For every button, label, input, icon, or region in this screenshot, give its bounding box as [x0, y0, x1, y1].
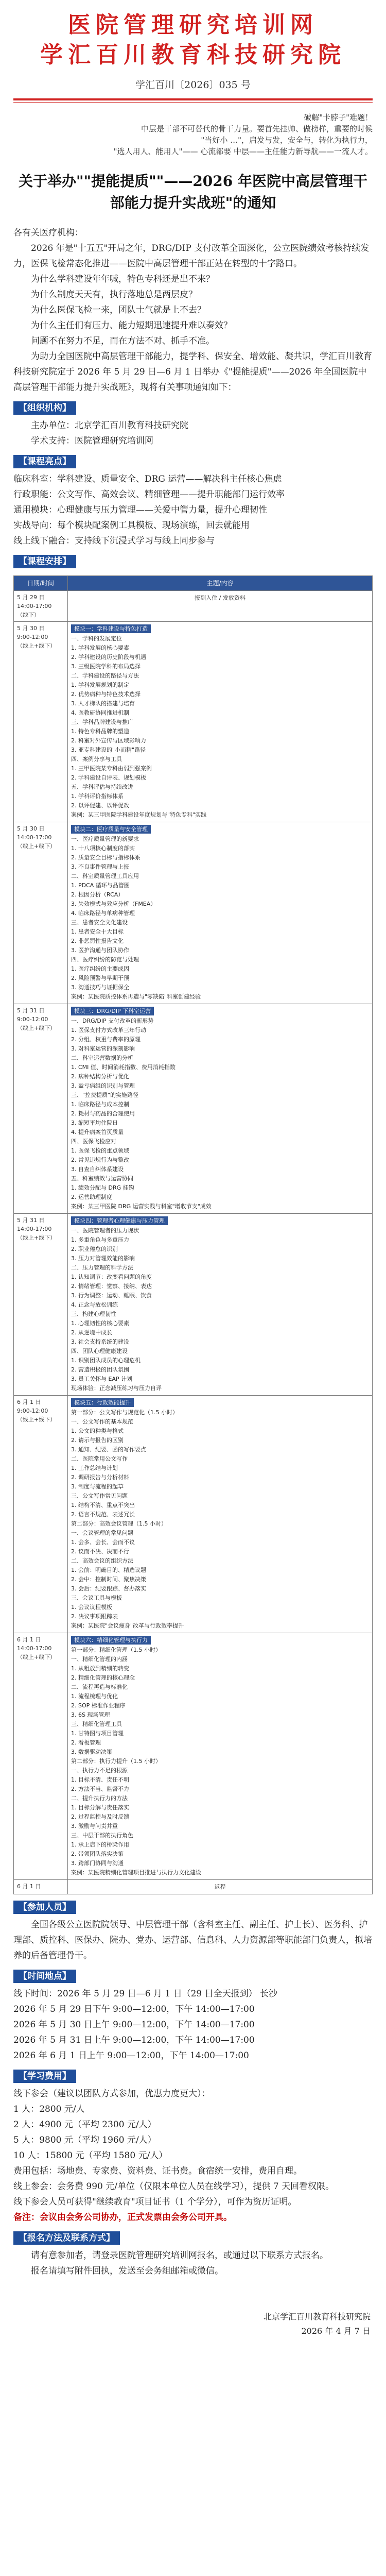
time-item: 2026 年 5 月 30 日上午 9:00—12:00，下午 14:00—17:00 — [13, 2020, 255, 2030]
schedule-time-text: 14:00-17:00 — [17, 834, 52, 841]
schedule-item: 五、学科评估与持续改进 — [71, 784, 133, 790]
schedule-content-cell — [68, 622, 373, 822]
schedule-row — [14, 1880, 373, 1894]
schedule-item: 1. 学科发展规划的制定 — [71, 682, 129, 688]
schedule-item: 2. SOP 标准作业程序 — [71, 1702, 126, 1709]
schedule-item: 2. 营造积极的团队氛围 — [71, 1366, 129, 1373]
schedule-item: 3. 沟通技巧与证据保全 — [71, 984, 129, 991]
schedule-item: 返程 — [214, 1884, 226, 1890]
fee-item: 费用包括：场地费、专家费、资料费、证书费。食宿统一安排，费用自理。 — [13, 2166, 302, 2176]
red-divider — [13, 98, 373, 100]
schedule-item: 三、精细化管理工具 — [71, 1721, 122, 1727]
thin-divider — [13, 102, 373, 103]
schedule-item: 一、精细化管理的内涵 — [71, 1656, 128, 1663]
schedule-item: 案例：某三甲医院学科建设年度规划与"特色专科"实践 — [71, 811, 207, 818]
time-item: 2026 年 5 月 31 日上午 9:00—12:00，下午 14:00—17:00 — [13, 2035, 255, 2045]
schedule-item: 案例：某医院精细化管理项目推进与执行力文化建设 — [71, 1869, 201, 1876]
schedule-item: 五、科室绩效与运营协同 — [71, 1175, 133, 1182]
signature-date: 2026 年 4 月 7 日 — [301, 2326, 371, 2336]
time-item: 2026 年 5 月 29 日下午 9:00—12:00，下午 14:00—17:00 — [13, 2004, 255, 2014]
fee-item: 线下参会人员可获得"继续教育"项目证书（1 个学分），可作为资历证明。 — [13, 2197, 297, 2207]
schedule-time-text: （线上+线下） — [17, 1416, 56, 1423]
schedule-item: 1. 医保飞检的重点领域 — [71, 1147, 129, 1154]
schedule-item: 2. 风险预警与早期干预 — [71, 975, 129, 981]
schedule-time-text: 9:00-12:00 — [17, 634, 48, 640]
schedule-time-cell — [14, 1880, 68, 1894]
schedule-time-cell — [14, 822, 68, 1004]
schedule-time-text: （线上+线下） — [17, 843, 56, 850]
schedule-module-title: 模块六：精细化管理与执行力 — [71, 1636, 151, 1645]
highlight-item: 实战导向：每个模块配案例工具模板、现场演练，回去就能用 — [13, 520, 250, 531]
masthead-org-line2: 学汇百川教育科技研究院 — [40, 42, 346, 68]
schedule-row — [14, 622, 373, 822]
schedule-time-text: 6 月 1 日 — [17, 1399, 41, 1405]
section-heading-notes: 【报名方法及联系方式】 — [13, 2231, 120, 2245]
schedule-time-cell — [14, 622, 68, 822]
schedule-time-text: （线上+线下） — [17, 1234, 56, 1241]
schedule-item: 1. 目标分解与责任落实 — [71, 1804, 129, 1811]
schedule-item: 2. 议而不决、决而不行 — [71, 1548, 129, 1555]
schedule-item: 2. 耗材与药品的合理使用 — [71, 1110, 135, 1117]
schedule-module-title: 模块一：学科建设与特色打造 — [71, 624, 151, 633]
section-heading-participants: 【参加人员】 — [13, 1901, 76, 1914]
schedule-item: 3. 人才梯队的搭建与培育 — [71, 700, 135, 707]
schedule-item: 第二部分：执行力提升（1.5 小时） — [71, 1758, 161, 1765]
schedule-time-text: （线下） — [17, 612, 40, 618]
schedule-item: 第一部分：精细化管理（1.5 小时） — [71, 1647, 161, 1653]
intro-question: 为什么学科建设年年喊，特色专科还是出不来？ — [31, 274, 215, 284]
schedule-time-text: 6 月 1 日 — [17, 1883, 41, 1890]
schedule-item: 第二部分：高效会议管理（1.5 小时） — [71, 1520, 167, 1527]
schedule-item: 三、患者安全文化建设 — [71, 919, 128, 926]
slogan-line: "选人用人、能用人"—— 心流都要 中层——主任能力新导航——一流人才。 — [113, 147, 373, 156]
schedule-item: 案例：某医院"会议瘦身"改革与行政效率提升 — [71, 1622, 184, 1629]
schedule-row — [14, 1214, 373, 1396]
slogan-line: "当好小 …"，启发与发，安全与，转化为执行力， — [201, 135, 373, 145]
schedule-item: 3. 压力对管理效能的影响 — [71, 1255, 135, 1262]
schedule-item: 3. 跨部门协同与沟通 — [71, 1860, 124, 1867]
schedule-item: 4. 临床路径与单病种管理 — [71, 910, 135, 917]
schedule-item: 第一部分：公文写作与规范化（1.5 小时） — [71, 1409, 178, 1416]
schedule-module-title: 模块二：医疗质量与安全管理 — [71, 825, 151, 834]
schedule-item: 3. 社会支持系统的建设 — [71, 1338, 129, 1345]
schedule-item: 四、案例分享与工具 — [71, 756, 122, 762]
highlight-item: 线上线下融合：支持线下沉浸式学习与线上同步参与 — [13, 536, 215, 546]
schedule-item: 2. 学科建设自评表、规划模板 — [71, 774, 146, 781]
schedule-item: 4. 医教研协同推进机制 — [71, 709, 129, 716]
schedule-content-cell — [68, 1633, 373, 1880]
highlights-list — [13, 471, 373, 549]
schedule-item: 2. 优势病种与特色技术选择 — [71, 691, 141, 698]
schedule-item: 四、医保飞检应对 — [71, 1138, 116, 1145]
fee-item: 2 人：4900 元（平均 2300 元/人） — [13, 2120, 156, 2130]
schedule-table — [13, 575, 373, 1894]
schedule-module-title: 模块三：DRG/DIP 下科室运营 — [71, 1007, 154, 1015]
section-heading-time: 【时间地点】 — [13, 1970, 76, 1983]
org-host: 主办单位：北京学汇百川教育科技研究院 — [31, 420, 188, 431]
schedule-item: 1. 绩效分配与 DRG 挂钩 — [71, 1184, 134, 1191]
schedule-item: 1. 公文的种类与格式 — [71, 1428, 124, 1434]
schedule-item: 案例：某医院质控体系再造与"零缺陷"科室创建经验 — [71, 993, 201, 1000]
schedule-time-text: 9:00-12:00 — [17, 1016, 48, 1023]
intro-paragraph: 为助力全国医院中高层管理干部能力，提学科、保安全、增效能、凝共识，学汇百川教育科技研究院定于 2026 年 5 月 29 日—6 月 1 日举办《"提能提质"——2026 年全国医院中高层管理干部能力提升实战班》，现将有关事项通知如下： — [13, 351, 372, 393]
schedule-item: 2. 职业倦怠的识别 — [71, 1246, 118, 1252]
schedule-item: 3. 制度与流程的起草 — [71, 1483, 124, 1490]
schedule-header-time: 日期/时间 — [14, 576, 68, 591]
schedule-item: 3. 自查自纠体系建设 — [71, 1166, 124, 1173]
schedule-item: 2. 根因分析（RCA） — [71, 891, 124, 898]
time-item: 2026 年 6 月 1 日上午 9:00—12:00，下午 14:00—17:00 — [13, 2050, 249, 2061]
schedule-item: 3. 员工关怀与 EAP 计划 — [71, 1376, 133, 1382]
schedule-item: 二、医院常用公文写作 — [71, 1455, 128, 1462]
intro-paragraph: 问题不在努力不足，而在方法不对、抓手不准。 — [31, 336, 215, 346]
schedule-module-title: 模块五：行政效能提升 — [71, 1398, 134, 1407]
participants-text: 全国各级公立医院院领导、中层管理干部（含科室主任、副主任、护士长）、医务科、护理部、质控科、医保办、院办、党办、运营部、信息科、人力资源部等职能部门负责人，拟培养的后备管理骨干。 — [13, 1920, 372, 1961]
schedule-item: 一、执行力不足的根源 — [71, 1767, 128, 1774]
schedule-item: 三、学科品牌建设与推广 — [71, 719, 133, 725]
fee-note: 备注：会议由会务公司协办，正式发票由会务公司开具。 — [13, 2212, 232, 2223]
schedule-item: 三、"控费提质"的实施路径 — [71, 1092, 139, 1098]
schedule-item: 三、中层干部的执行角色 — [71, 1832, 133, 1839]
schedule-item: 1. 心理韧性的核心要素 — [71, 1320, 129, 1327]
schedule-item: 3. 缩短平均住院日 — [71, 1120, 118, 1126]
slogan-line: 中层是干部不可替代的骨干力量。要首先挂帅、做榜样，重要的时候 — [141, 124, 373, 133]
masthead-org-line1: 医院管理研究培训网 — [68, 12, 318, 38]
schedule-time-text: 5 月 31 日 — [17, 1217, 45, 1224]
schedule-item: 2. 语言不规范、表述冗长 — [71, 1511, 135, 1518]
schedule-item: 2. 运营助理制度 — [71, 1194, 112, 1200]
schedule-time-text: 14:00-17:00 — [17, 603, 52, 609]
schedule-content-cell — [68, 1396, 373, 1633]
schedule-time-text: 14:00-17:00 — [17, 1226, 52, 1232]
schedule-item: 3. 医护沟通与团队协作 — [71, 947, 129, 954]
schedule-module-title: 模块四：管理者心理健康与压力管理 — [71, 1216, 168, 1225]
slogan-line: 破解"卡脖子"难题！ — [304, 113, 373, 122]
schedule-item: 1. 承上启下的桥梁作用 — [71, 1841, 129, 1848]
schedule-item: 四、团队心理健康建设 — [71, 1348, 128, 1354]
signature-org: 北京学汇百川教育科技研究院 — [263, 2312, 371, 2321]
schedule-item: 2. 科室对外宣传与区域影响力 — [71, 737, 146, 744]
schedule-item: 2. 学科建设的历史阶段与机遇 — [71, 654, 146, 660]
schedule-item: 一、医疗质量管理的新要求 — [71, 836, 139, 842]
schedule-item: 1. 患者安全十大目标 — [71, 928, 124, 935]
schedule-item: 1. 会前：明确目的、精选议题 — [71, 1567, 146, 1573]
section-heading-schedule: 【课程安排】 — [13, 555, 76, 568]
schedule-item: 现场体验：正念减压练习与压力自评 — [71, 1385, 162, 1392]
notes-text: 报名请填写附件回执，发送至会务组邮箱或微信。 — [31, 2266, 223, 2276]
schedule-item: 3. 激励与问责并重 — [71, 1823, 118, 1829]
schedule-content-cell — [68, 1880, 373, 1894]
schedule-item: 2. 决议事项跟踪表 — [71, 1613, 118, 1620]
schedule-item: 二、高效会议的组织方法 — [71, 1557, 133, 1564]
intro-question: 为什么主任们有压力、能力短期迅速提升难以奏效？ — [31, 320, 232, 331]
schedule-item: 一、学科的发展定位 — [71, 635, 122, 642]
schedule-item: 2. 以评促建、以评促改 — [71, 802, 129, 809]
schedule-item: 1. 多重角色与多重压力 — [71, 1236, 129, 1243]
schedule-item: 一、公文写作的基本规范 — [71, 1418, 133, 1425]
schedule-row — [14, 822, 373, 1004]
schedule-item: 3. 数据驱动决策 — [71, 1749, 112, 1755]
schedule-item: 二、提升执行力的方法 — [71, 1795, 128, 1802]
schedule-item: 一、会议管理的常见问题 — [71, 1530, 133, 1536]
schedule-item: 2. 常见违规行为与整改 — [71, 1157, 129, 1163]
schedule-item: 2. 看板管理 — [71, 1739, 101, 1746]
schedule-row — [14, 1004, 373, 1214]
schedule-item: 1. 流程梳理与优化 — [71, 1693, 118, 1700]
schedule-time-cell — [14, 1633, 68, 1880]
schedule-item: 案例：某三甲医院 DRG 运营实践与科室"增收节支"成效 — [71, 1203, 212, 1210]
schedule-item: 3. 6S 现场管理 — [71, 1711, 110, 1718]
schedule-item: 1. 从粗放到精细的转变 — [71, 1665, 129, 1672]
fee-item: 线上参会：会务费 990 元/单位（仅限本单位人员在线学习），提供 7 天回看权限。 — [13, 2181, 335, 2192]
document-number: 学汇百川〔2026〕035 号 — [135, 79, 251, 91]
schedule-time-text: 5 月 31 日 — [17, 1007, 45, 1014]
schedule-item: 1. 会议议程模板 — [71, 1604, 112, 1611]
schedule-item: 2. 情绪管理：觉察、接纳、表达 — [71, 1283, 152, 1290]
schedule-content-cell — [68, 1004, 373, 1214]
schedule-header-content: 主题/内容 — [68, 576, 373, 591]
schedule-item: 2. 调研报告与分析材料 — [71, 1474, 129, 1481]
schedule-item: 1. 医疗纠纷的主要成因 — [71, 965, 129, 972]
schedule-content-cell — [68, 822, 373, 1004]
fee-item: 10 人：15800 元（平均 1580 元/人） — [13, 2150, 168, 2161]
schedule-time-text: （线上+线下） — [17, 1025, 56, 1031]
schedule-item: 三、构建心理韧性 — [71, 1311, 116, 1317]
schedule-item: 2. 带领团队落实决策 — [71, 1851, 124, 1857]
schedule-item: 3. 通知、纪要、函的写作要点 — [71, 1446, 146, 1453]
schedule-item: 1. 甘特图与项目管理 — [71, 1730, 124, 1737]
schedule-item: 1. PDCA 循环与品管圈 — [71, 882, 130, 889]
schedule-item: 二、流程再造与标准化 — [71, 1684, 128, 1690]
schedule-item: 1. 十八项核心制度的落实 — [71, 845, 135, 852]
schedule-item: 3. 会后：纪要跟踪、督办落实 — [71, 1585, 146, 1592]
schedule-time-cell — [14, 1004, 68, 1214]
schedule-content-cell — [68, 1214, 373, 1396]
highlight-item: 通用模块：心理健康与压力管理——关爱中管力量，提升心理韧性 — [13, 505, 267, 515]
schedule-item: 3. 行为调整：运动、睡眠、饮食 — [71, 1292, 152, 1299]
schedule-item: 1. 医保支付方式改革三年行动 — [71, 1027, 146, 1033]
intro-paragraph: 2026 年是"十五五"开局之年，DRG/DIP 支付改革全面深化，公立医院绩效考核持续发力，医保飞检常态化推进——医院中高层管理干部正站在转型的十字路口。 — [13, 243, 370, 269]
schedule-item: 二、学科建设的路径与方法 — [71, 672, 139, 679]
schedule-time-cell — [14, 1214, 68, 1396]
schedule-item: 报到入住 / 发放资料 — [195, 595, 245, 601]
schedule-time-text: 5 月 30 日 — [17, 825, 45, 832]
schedule-item: 3. 亚专科建设的"小而精"路径 — [71, 747, 146, 753]
schedule-item: 1. 特色专科品牌的塑造 — [71, 728, 129, 735]
schedule-item: 2. 质量安全目标与指标体系 — [71, 854, 141, 861]
schedule-item: 3. 不良事件管理与上报 — [71, 863, 129, 870]
schedule-time-text: 6 月 1 日 — [17, 1636, 41, 1643]
schedule-time-text: 5 月 30 日 — [17, 625, 45, 632]
schedule-item: 2. 病种结构分析与优化 — [71, 1073, 129, 1080]
org-support: 学术支持：医院管理研究培训网 — [31, 436, 153, 446]
fee-item: 1 人：2800 元/人 — [13, 2104, 85, 2114]
fee-list — [13, 2086, 373, 2225]
schedule-time-text: 5 月 29 日 — [17, 594, 45, 601]
schedule-item: 四、医疗纠纷的防范与处理 — [71, 956, 139, 963]
fee-item: 5 人：9800 元（平均 1960 元/人） — [13, 2135, 156, 2145]
schedule-item: 一、医院管理者的压力现状 — [71, 1227, 139, 1234]
time-list — [13, 1986, 373, 2063]
schedule-time-text: （线上+线下） — [17, 1654, 56, 1660]
schedule-item: 3. 对科室运营的深刻影响 — [71, 1045, 135, 1052]
schedule-item: 2. 方法不当、监督不力 — [71, 1786, 129, 1792]
schedule-row — [14, 1633, 373, 1880]
schedule-time-cell — [14, 1396, 68, 1633]
schedule-item: 三、公文写作常见问题 — [71, 1493, 128, 1499]
schedule-item: 4. 正念与放松训练 — [71, 1301, 118, 1308]
salutation: 各有关医疗机构： — [13, 228, 83, 238]
schedule-body — [14, 591, 373, 1894]
slogan — [13, 112, 373, 157]
schedule-item: 1. 三甲医院某专科由弱到强案例 — [71, 765, 152, 772]
schedule-item: 2. 请示与报告的区别 — [71, 1437, 124, 1444]
schedule-item: 1. 学科评价指标体系 — [71, 793, 124, 800]
schedule-item: 1. 学科发展的核心要素 — [71, 645, 129, 651]
schedule-item: 三、会议工具与模板 — [71, 1595, 122, 1601]
schedule-content-cell — [68, 591, 373, 622]
schedule-time-text: 9:00-12:00 — [17, 1408, 48, 1414]
schedule-row — [14, 1396, 373, 1633]
highlight-item: 行政职能：公文写作、高效会议、精细管理——提升职能部门运行效率 — [13, 489, 285, 500]
schedule-item: 3. 三级医院学科的布局选择 — [71, 663, 141, 670]
fee-item: 线下参会（建议以团队方式参加，优惠力度更大）： — [13, 2089, 210, 2099]
notes-text: 请有意参加者，请登录医院管理研究培训网报名，或通过以下联系方式报名。 — [31, 2250, 328, 2261]
intro-question: 为什么医保飞检一来，团队士气就是上不去？ — [31, 305, 206, 315]
time-item: 线下时间：2026 年 5 月 29 日—6 月 1 日（29 日全天报到） 长沙 — [13, 1989, 278, 1999]
schedule-item: 1. CMI 值、时间消耗指数、费用消耗指数 — [71, 1064, 176, 1071]
signature-block — [13, 2310, 373, 2338]
schedule-item: 1. 会多、会长、会而不议 — [71, 1539, 135, 1546]
schedule-item: 2. 非惩罚性报告文化 — [71, 938, 124, 944]
schedule-item: 2. 会中：控制时间、聚焦决策 — [71, 1576, 146, 1583]
schedule-item: 1. 识别团队成员的心理危机 — [71, 1357, 141, 1364]
schedule-item: 1. 工作总结与计划 — [71, 1465, 118, 1471]
schedule-row — [14, 591, 373, 622]
schedule-item: 2. 从逆境中成长 — [71, 1329, 112, 1336]
schedule-item: 2. 分组、权重与费率的原理 — [71, 1036, 141, 1043]
schedule-item: 2. 精细化管理的核心理念 — [71, 1674, 135, 1681]
schedule-item: 1. 认知调节：改变看问题的角度 — [71, 1274, 152, 1280]
schedule-item: 二、科室运营数据的分析 — [71, 1055, 133, 1061]
schedule-item: 1. 目标不清、责任不明 — [71, 1776, 129, 1783]
masthead — [13, 0, 373, 103]
schedule-item: 3. 盈亏病组的识别与管理 — [71, 1082, 135, 1089]
notice-title: 关于举办""提能提质""——2026 年医院中高层管理干部能力提升实战班"的通知 — [18, 173, 368, 211]
schedule-time-text: （线上+线下） — [17, 642, 56, 649]
schedule-item: 1. 临床路径与成本控制 — [71, 1101, 129, 1108]
highlight-item: 临床科室：学科建设、质量安全、DRG 运营——解决科主任核心焦虑 — [13, 474, 282, 484]
schedule-time-text: 14:00-17:00 — [17, 1645, 52, 1652]
section-heading-highlights: 【课程亮点】 — [13, 455, 76, 468]
intro-question: 为什么制度天天有，执行落地总是两层皮？ — [31, 290, 197, 300]
schedule-item: 二、科室质量管理工具应用 — [71, 873, 139, 879]
section-heading-fee: 【学习费用】 — [13, 2070, 76, 2083]
schedule-item: 3. 失效模式与效应分析（FMEA） — [71, 901, 156, 907]
schedule-item: 一、DRG/DIP 支付改革的新形势 — [71, 1018, 154, 1024]
schedule-item: 4. 提升病案首页质量 — [71, 1129, 124, 1136]
section-heading-org: 【组织机构】 — [13, 401, 76, 415]
schedule-time-cell — [14, 591, 68, 622]
schedule-item: 二、压力管理的科学方法 — [71, 1264, 133, 1271]
schedule-item: 1. 结构不清、重点不突出 — [71, 1502, 135, 1509]
schedule-item: 2. 过程监控与及时反馈 — [71, 1814, 129, 1820]
